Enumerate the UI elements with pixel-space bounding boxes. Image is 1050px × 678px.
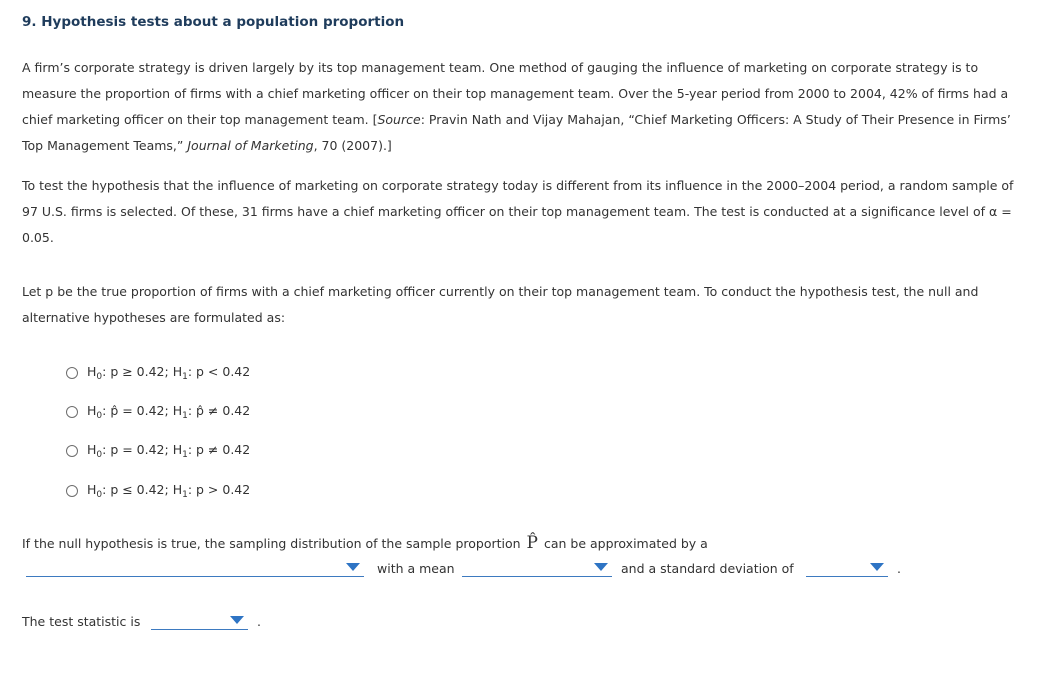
test-statistic-period: .: [257, 614, 261, 629]
hypothesis-option-2[interactable]: [66, 392, 250, 431]
option-text: $H_0$: p ≥ 0.42; $H_1$: p < 0.42: [87, 363, 251, 382]
hypothesis-options: [66, 353, 250, 510]
test-setup-paragraph: To test the hypothesis that the influence of marketing on corporate strategy today is different from its influence in the 2000–2004 period, a random sample of 97 U.S. firms is selected. Of these, 31 firms have a chief marketing officer on their top management team. The test is conducted at a significance level of α = 0.05.: [22, 178, 1014, 245]
radio-button[interactable]: [66, 485, 78, 497]
test-statistic-label: The test statistic is: [22, 614, 141, 629]
dropdown-arrow-icon: [870, 563, 884, 571]
sampling-distribution-text: If the null hypothesis is true, the sampling distribution of the sample proportion P̂ can be approximated by a: [22, 533, 708, 553]
hypotheses-intro-paragraph: Let p be the true proportion of firms with a chief marketing officer currently on their top management team. To conduct the hypothesis test, the null and alternative hypotheses are formulated as:: [22, 284, 979, 325]
hypothesis-option-3[interactable]: [66, 432, 250, 471]
intro-text-b: : Pravin Nath and Vijay Mahajan, “Chief Marketing Officers: A Study of Their Presence in Firms’ Top Management Teams,”: [22, 112, 1011, 153]
sentence-period: .: [897, 561, 901, 576]
option-text: $H_0$: p = 0.42; $H_1$: p ≠ 0.42: [87, 442, 251, 461]
hypothesis-option-1[interactable]: [66, 353, 250, 392]
option-text: $H_0$: p ≤ 0.42; $H_1$: p > 0.42: [87, 481, 251, 500]
dropdown-arrow-icon: [594, 563, 608, 571]
with-mean-label: with a mean: [377, 561, 455, 576]
radio-button[interactable]: [66, 406, 78, 418]
intro-paragraph: [22, 55, 1027, 159]
option-text: $H_0$: p̂ = 0.42; $H_1$: p̂ ≠ 0.42: [87, 402, 251, 421]
intro-text-a: A firm’s corporate strategy is driven largely by its top management team. One method of gauging the influence of marketing on corporate strategy is to measure the proportion of firms with a chief marketing officer on their top management team. Over the 5-year period from 2000 to 2004, 42% of firms had a chief marketing officer on their top management team. [: [22, 60, 1009, 127]
dropdown-arrow-icon: [230, 616, 244, 624]
p-hat-symbol: P̂: [526, 533, 538, 553]
std-dev-label: and a standard deviation of: [621, 561, 794, 576]
journal-name: Journal of Marketing: [187, 138, 314, 153]
question-title: 9. Hypothesis tests about a population proportion: [22, 14, 405, 30]
radio-button[interactable]: [66, 367, 78, 379]
source-label: Source: [377, 112, 421, 127]
std-dev-dropdown[interactable]: [806, 558, 888, 577]
radio-button[interactable]: [66, 445, 78, 457]
test-statistic-dropdown[interactable]: [151, 611, 248, 630]
dropdown-arrow-icon: [346, 563, 360, 571]
hypothesis-option-4[interactable]: [66, 471, 250, 510]
mean-dropdown[interactable]: [462, 558, 612, 577]
distribution-dropdown[interactable]: [26, 558, 364, 577]
intro-text-c: , 70 (2007).]: [313, 138, 392, 153]
